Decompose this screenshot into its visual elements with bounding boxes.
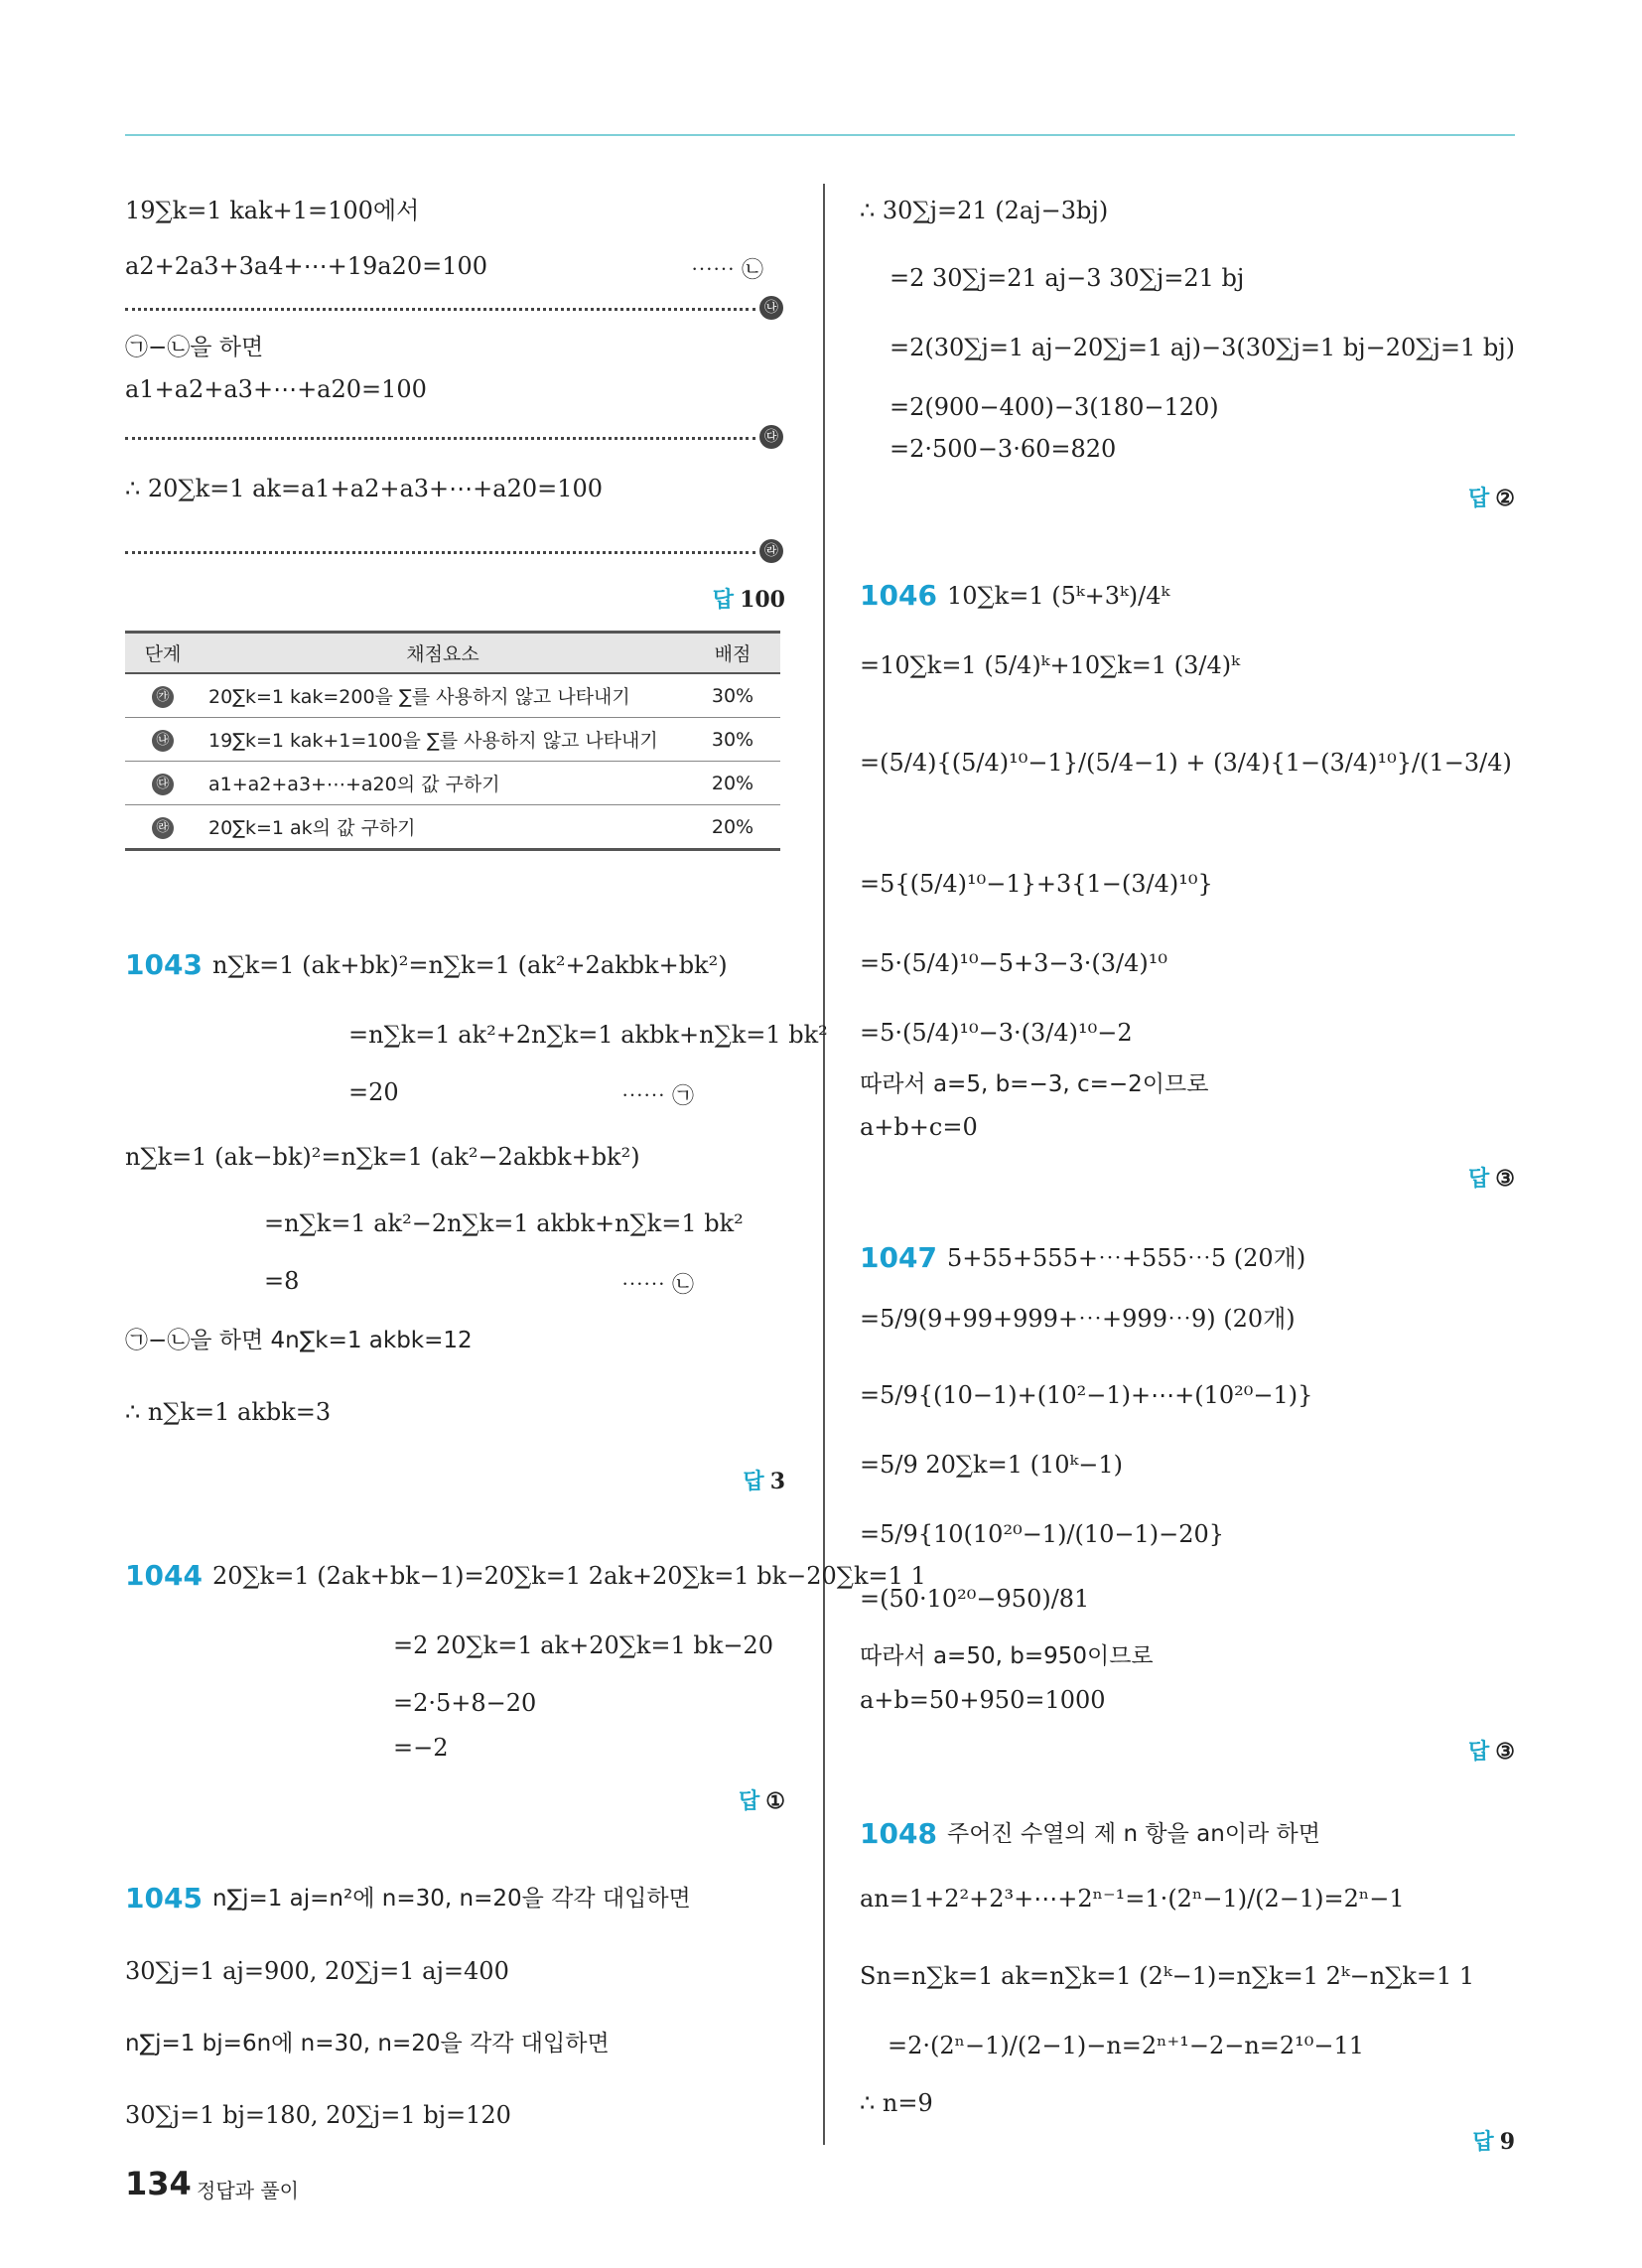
answer-value: ③ [1495,1166,1515,1192]
eq-line: 30∑j=1 aj=900, 20∑j=1 aj=400 [125,1957,509,1985]
answer [713,583,785,614]
eq-line: =20 [348,1078,399,1106]
answer [1468,482,1515,512]
table-cell: 20∑k=1 ak의 값 구하기 [201,805,685,850]
dotted-divider [125,429,778,445]
answer-value: 9 [1499,2129,1515,2155]
eq-line: n∑k=1 (ak+bk)²=n∑k=1 (ak²+2akbk+bk²) [212,951,728,979]
eq-line: =2·5+8−20 [393,1689,537,1717]
answer-label: 답 [1468,1740,1490,1765]
table-cell: 30% [685,718,780,762]
eq-line: a+b+c=0 [860,1113,978,1141]
answer-value: 100 [740,587,785,613]
column-divider [823,184,825,2145]
table-cell: 19∑k=1 kak+1=100을 ∑를 사용하지 않고 나타내기 [201,718,685,762]
answer [739,1784,785,1815]
eq-line: =5/9 20∑k=1 (10ᵏ−1) [860,1451,1123,1479]
eq-line: Sn=n∑k=1 ak=n∑k=1 (2ᵏ−1)=n∑k=1 2ᵏ−n∑k=1 1 [860,1962,1475,1990]
answer [743,1465,785,1495]
step-marker: ㉰ [152,774,174,795]
text-line: ㉠−㉡을 하면 4n∑k=1 akbk=12 [125,1328,473,1353]
eq-line: =n∑k=1 ak²+2n∑k=1 akbk+n∑k=1 bk² [348,1021,828,1049]
eq-line: =(50·10²⁰−950)/81 [860,1585,1090,1613]
problem-number: 1044 [125,1559,203,1592]
eq-line: =2·(2ⁿ−1)/(2−1)−n=2ⁿ⁺¹−2−n=2¹⁰−11 [888,2032,1365,2059]
eq-tag: ⋯⋯ ㉡ [621,1273,694,1298]
eq-line: =5{(5/4)¹⁰−1}+3{1−(3/4)¹⁰} [860,870,1213,898]
eq-line: =n∑k=1 ak²−2n∑k=1 akbk+n∑k=1 bk² [264,1209,744,1237]
step-marker: ㉯ [152,730,174,752]
answer-value: ① [765,1788,785,1814]
table-header: 채점요소 [201,633,685,674]
eq-line: =5/9{10(10²⁰−1)/(10−1)−20} [860,1520,1225,1548]
footer-label: 정답과 풀이 [197,2179,299,2202]
eq-line: =2 20∑k=1 ak+20∑k=1 bk−20 [393,1631,773,1659]
eq-line: an=1+2²+2³+⋯+2ⁿ⁻¹=1·(2ⁿ−1)/(2−1)=2ⁿ−1 [860,1885,1405,1913]
answer [1468,1162,1515,1193]
answer-label: 답 [1468,1167,1490,1192]
eq-line: =5/9{(10−1)+(10²−1)+⋯+(10²⁰−1)} [860,1381,1313,1409]
eq-line: =5/9(9+99+999+⋯+999⋯9) (20개) [860,1305,1296,1333]
answer-value: 3 [769,1469,785,1494]
eq-line: =5·(5/4)¹⁰−3·(3/4)¹⁰−2 [860,1019,1133,1047]
table-row [125,762,780,805]
eq-line: 10∑k=1 (5ᵏ+3ᵏ)/4ᵏ [947,582,1170,610]
scoring-table [125,631,780,851]
problem-number: 1047 [860,1241,937,1274]
text-line: ㉠−㉡을 하면 [125,335,264,360]
eq-line: ∴ n∑k=1 akbk=3 [125,1398,332,1426]
answer-label: 답 [743,1470,764,1494]
eq-line: ∴ 30∑j=21 (2aj−3bj) [860,197,1109,224]
step-marker: ㉰ [759,425,783,449]
answer-label: 답 [712,588,735,613]
eq-line: =2·500−3·60=820 [889,435,1117,463]
eq-line: =(5/4){(5/4)¹⁰−1}/(5/4−1) + (3/4){1−(3/4)¹⁰}/(1−3/4) [860,749,1512,777]
text-line: 따라서 a=50, b=950이므로 [860,1643,1154,1669]
eq-line: ∴ 20∑k=1 ak=a1+a2+a3+⋯+a20=100 [125,475,604,502]
eq-line: =2(30∑j=1 aj−20∑j=1 aj)−3(30∑j=1 bj−20∑j=1 bj) [889,334,1516,361]
answer [1468,1735,1515,1766]
eq-line: =5·(5/4)¹⁰−5+3−3·(3/4)¹⁰ [860,949,1167,977]
text-line: 주어진 수열의 제 n 항을 an이라 하면 [947,1821,1320,1847]
eq-line: n∑k=1 (ak−bk)²=n∑k=1 (ak²−2akbk+bk²) [125,1143,640,1171]
table-header: 단계 [125,633,201,674]
table-cell: 20% [685,762,780,805]
step-marker: ㉯ [759,296,783,320]
eq-tag: ⋯⋯ ㉡ [691,258,763,283]
eq-line: =8 [264,1267,300,1295]
eq-line: =10∑k=1 (5/4)ᵏ+10∑k=1 (3/4)ᵏ [860,651,1240,679]
table-row [125,673,780,718]
answer-label: 답 [739,1789,760,1814]
problem-number: 1045 [125,1882,203,1914]
text-line: n∑j=1 bj=6n에 n=30, n=20을 각각 대입하면 [125,2031,610,2056]
answer-label: 답 [1472,2130,1494,2155]
problem-number: 1048 [860,1817,937,1850]
eq-line: a+b=50+950=1000 [860,1686,1106,1714]
table-row [125,718,780,762]
eq-line: 20∑k=1 (2ak+bk−1)=20∑k=1 2ak+20∑k=1 bk−20∑k=1 1 [212,1562,926,1590]
table-cell: 30% [685,673,780,718]
eq-line: a1+a2+a3+⋯+a20=100 [125,375,427,403]
table-cell: 20% [685,805,780,850]
eq-line: 5+55+555+⋯+555⋯5 (20개) [947,1244,1306,1272]
answer [1472,2125,1515,2156]
page-number: 134 [125,2165,192,2202]
step-marker: ㉮ [152,686,174,708]
answer-value: ② [1495,486,1515,511]
table-header: 배점 [685,633,780,674]
eq-line: =2 30∑j=21 aj−3 30∑j=21 bj [889,264,1245,292]
step-marker: ㉱ [759,539,783,563]
eq-line: 19∑k=1 kak+1=100에서 [125,197,420,224]
eq-line: =2(900−400)−3(180−120) [889,393,1219,421]
header-rule [125,134,1515,136]
problem-number: 1046 [860,579,937,612]
table-cell: a1+a2+a3+⋯+a20의 값 구하기 [201,762,685,805]
eq-line: =−2 [393,1734,449,1762]
eq-tag: ⋯⋯ ㉠ [621,1084,694,1109]
eq-line: a2+2a3+3a4+⋯+19a20=100 [125,252,488,280]
dotted-divider [125,300,778,316]
table-row [125,805,780,850]
table-cell: 20∑k=1 kak=200을 ∑를 사용하지 않고 나타내기 [201,673,685,718]
answer-value: ③ [1495,1739,1515,1765]
step-marker: ㉱ [152,817,174,839]
dotted-divider [125,543,778,559]
text-line: n∑j=1 aj=n²에 n=30, n=20을 각각 대입하면 [212,1886,691,1912]
problem-number: 1043 [125,948,203,981]
text-line: 따라서 a=5, b=−3, c=−2이므로 [860,1071,1209,1097]
table-header-row [125,633,780,674]
eq-line: 30∑j=1 bj=180, 20∑j=1 bj=120 [125,2101,511,2129]
answer-label: 답 [1468,487,1490,511]
eq-line: ∴ n=9 [860,2089,933,2117]
